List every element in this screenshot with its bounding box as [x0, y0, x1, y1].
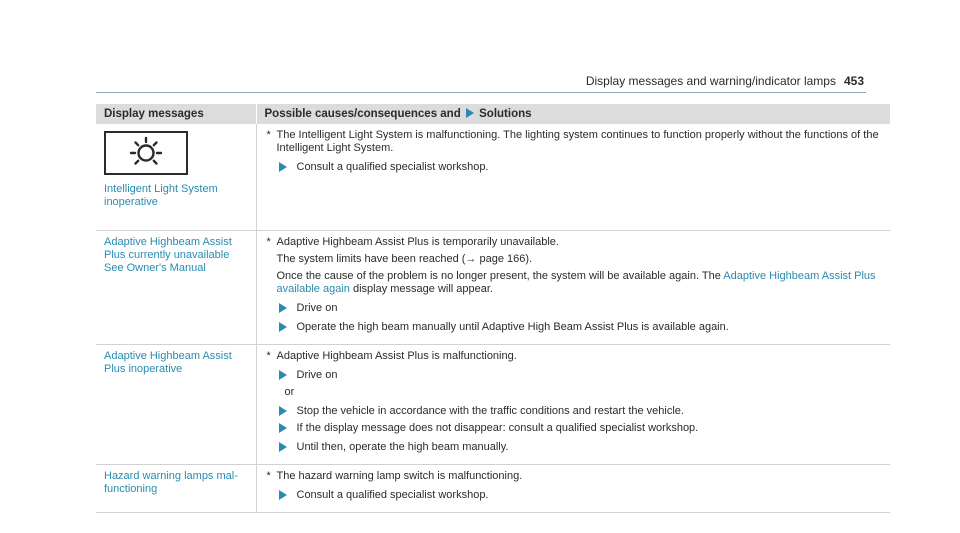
or-text: or [284, 385, 295, 398]
arrow-right-icon [279, 442, 287, 452]
arrow-right-icon [279, 490, 287, 500]
cause-text: * Adaptive Highbeam Assist Plus is temporarily unavailable. [266, 235, 559, 248]
cause-detail: The system limits have been reached (→ page 166). [276, 252, 533, 265]
cause-text: * Adaptive Highbeam Assist Plus is malfunctioning. [266, 349, 517, 362]
message-text: Hazard warning lamps mal- functioning [104, 469, 238, 495]
header-rule [96, 92, 866, 93]
col-header-causes-solutions: Possible causes/consequences and Solutions [256, 104, 890, 124]
table-row [96, 464, 890, 512]
arrow-right-icon [279, 406, 287, 416]
message-cell [96, 464, 256, 512]
solution-step: Operate the high beam manually until Adaptive High Beam Assist Plus is available again. [265, 321, 883, 334]
message-cell [96, 230, 256, 344]
solution-step: If the display message does not disappear: consult a qualified specialist workshop. [265, 422, 883, 435]
col-header-display-messages: Display messages [96, 104, 256, 124]
table-row [96, 230, 890, 344]
message-cell [96, 344, 256, 464]
table-header-row [96, 104, 890, 124]
solution-step: Consult a qualified specialist workshop. [265, 489, 883, 502]
cause-cell [256, 124, 890, 230]
cause-text: * The Intelligent Light System is malfunctioning. The lighting system continues to function properly without the functions of the Intelligent Light System. [266, 129, 879, 154]
page-number: 453 [843, 74, 864, 88]
message-cell [96, 124, 256, 230]
solution-step: Until then, operate the high beam manually. [265, 441, 883, 454]
cause-detail: Once the cause of the problem is no longer present, the system will be available again. The Adaptive Highbeam Assist Plus available again display message will appear. [276, 269, 876, 295]
arrow-right-icon [279, 370, 287, 380]
arrow-right-icon [466, 108, 474, 118]
cause-cell [256, 230, 890, 344]
header-title: Display messages and warning/indicator lamps [585, 74, 836, 88]
solution-step: Consult a qualified specialist workshop. [265, 161, 883, 174]
arrow-right-icon [279, 423, 287, 433]
message-text: Intelligent Light System inoperative [104, 183, 218, 208]
table-row [96, 344, 890, 464]
solution-step: Drive on [265, 369, 883, 382]
solution-step: Stop the vehicle in accordance with the traffic conditions and restart the vehicle. [265, 405, 883, 418]
light-system-icon [104, 131, 188, 175]
cause-cell [256, 464, 890, 512]
arrow-right-icon [279, 162, 287, 172]
message-text: Adaptive Highbeam Assist Plus currently unavailable See Owner's Manual [104, 235, 232, 274]
message-text: Adaptive Highbeam Assist Plus inoperative [104, 349, 232, 375]
arrow-right-icon [279, 322, 287, 332]
arrow-right-icon [279, 303, 287, 313]
cause-text: * The hazard warning lamp switch is malfunctioning. [266, 469, 523, 482]
page-header [586, 74, 864, 88]
cause-cell [256, 344, 890, 464]
table-row [96, 124, 890, 230]
solution-step: Drive on [265, 302, 883, 315]
display-messages-table [96, 104, 891, 513]
